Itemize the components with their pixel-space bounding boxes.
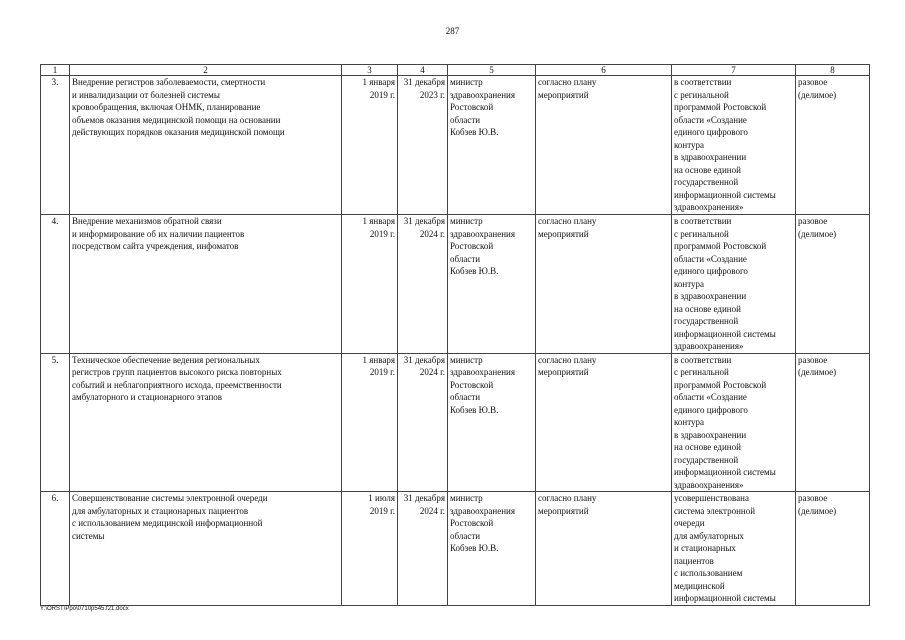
text-line: Техническое обеспечение ведения региональных <box>72 354 260 365</box>
text-line: разовое <box>798 216 828 226</box>
text-line: 2023 г. <box>419 89 445 100</box>
text-line: регистров групп пациентов высокого риска повторных <box>72 367 282 377</box>
text-line: и инвалидизации от болезней системы <box>72 89 220 100</box>
text-line: 2019 г. <box>369 228 395 239</box>
header-cell-2: 2 <box>70 65 342 76</box>
text-line: мероприятий <box>538 89 589 100</box>
text-line: информационной системы <box>674 593 776 603</box>
text-line: на основе единой <box>674 442 741 452</box>
text-line: Кобзев Ю.В. <box>450 127 499 137</box>
header-cell-6: 6 <box>536 65 672 76</box>
row-number: 3. <box>41 76 70 215</box>
start-date <box>342 353 398 492</box>
text-line: Кобзев Ю.В. <box>450 266 499 276</box>
text-line: единого цифрового <box>674 266 748 276</box>
text-line: (делимое) <box>798 505 837 516</box>
text-line: на основе единой <box>674 164 741 175</box>
text-line: программой Ростовской <box>674 102 767 112</box>
text-line: 2019 г. <box>369 505 395 516</box>
text-line: области <box>450 392 481 402</box>
row-number: 4. <box>41 215 70 354</box>
text-line: Кобзев Ю.В. <box>450 543 499 553</box>
text-line: здравоохранения» <box>674 202 744 212</box>
responsible-person <box>448 76 536 215</box>
text-line: согласно плану <box>538 216 597 226</box>
table-row <box>41 76 870 215</box>
text-line: медицинской <box>674 580 725 591</box>
header-cell-5: 5 <box>448 65 536 76</box>
text-line: 1 января <box>362 77 395 87</box>
text-line: 2019 г. <box>369 89 395 100</box>
text-line: программой Ростовской <box>674 379 767 390</box>
measure-description <box>70 353 342 492</box>
text-line: кровообращения, включая ОНМК, планирование <box>72 102 261 112</box>
text-line: (делимое) <box>798 228 837 239</box>
text-line: в соответствии <box>674 216 732 226</box>
row-number: 5. <box>41 353 70 492</box>
text-line: мероприятий <box>538 505 589 516</box>
text-line: с регинальной <box>674 89 729 100</box>
plan-table <box>40 64 870 606</box>
text-line: 1 января <box>362 354 395 365</box>
text-line: с использованием медицинской информационной <box>72 518 263 528</box>
start-date <box>342 215 398 354</box>
text-line: Ростовской <box>450 241 494 251</box>
text-line: контура <box>674 139 705 150</box>
text-line: 2019 г. <box>369 367 395 377</box>
text-line: министр <box>450 493 483 503</box>
text-line: система электронной <box>674 505 756 516</box>
text-line: 31 декабря <box>403 216 445 226</box>
measure-type <box>796 492 870 606</box>
text-line: министр <box>450 216 483 226</box>
text-line: очереди <box>674 518 705 528</box>
text-line: области <box>450 253 481 264</box>
text-line: и информирование об их наличии пациентов <box>72 228 245 239</box>
text-line: в здравоохранении <box>674 429 747 440</box>
text-line: здравоохранения» <box>674 341 744 351</box>
text-line: разовое <box>798 77 828 87</box>
text-line: разовое <box>798 493 828 503</box>
text-line: мероприятий <box>538 228 589 239</box>
header-cell-1: 1 <box>41 65 70 76</box>
table-row <box>41 215 870 354</box>
text-line: для амбулаторных <box>674 530 744 541</box>
plan-reference <box>536 76 672 215</box>
expected-result <box>672 353 796 492</box>
measure-description <box>70 76 342 215</box>
text-line: с регинальной <box>674 228 729 239</box>
text-line: 2024 г. <box>419 505 445 516</box>
text-line: здравоохранения <box>450 367 516 377</box>
expected-result <box>672 215 796 354</box>
table-row <box>41 353 870 492</box>
text-line: Ростовской <box>450 379 494 390</box>
text-line: государственной <box>674 177 739 187</box>
responsible-person <box>448 492 536 606</box>
text-line: и стационарных <box>674 543 736 553</box>
text-line: усовершенствована <box>674 493 749 503</box>
document-file-path: Y:\ORST\Ppo\0710p545.f21.docx <box>40 606 129 612</box>
text-line: 1 июля <box>368 493 395 503</box>
text-line: в соответствии <box>674 354 732 365</box>
row-number: 6. <box>41 492 70 606</box>
text-line: разовое <box>798 354 828 365</box>
text-line: в соответствии <box>674 77 732 87</box>
expected-result <box>672 492 796 606</box>
text-line: (делимое) <box>798 367 837 377</box>
text-line: здравоохранения <box>450 89 516 100</box>
text-line: посредством сайта учреждения, инфоматов <box>72 241 239 251</box>
text-line: здравоохранения <box>450 228 516 239</box>
header-cell-8: 8 <box>796 65 870 76</box>
text-line: пациентов <box>674 555 714 566</box>
end-date <box>398 353 448 492</box>
text-line: Кобзев Ю.В. <box>450 404 499 415</box>
header-row <box>41 65 870 76</box>
text-line: контура <box>674 278 705 289</box>
text-line: министр <box>450 77 483 87</box>
text-line: (делимое) <box>798 89 837 100</box>
text-line: здравоохранения» <box>674 479 744 490</box>
text-line: объемов оказания медицинской помощи на основании <box>72 114 281 125</box>
end-date <box>398 492 448 606</box>
text-line: государственной <box>674 454 739 465</box>
text-line: согласно плану <box>538 77 597 87</box>
text-line: области «Создание <box>674 392 747 402</box>
responsible-person <box>448 215 536 354</box>
measure-description <box>70 492 342 606</box>
text-line: событий и неблагоприятного исхода, преемственности <box>72 379 282 390</box>
text-line: министр <box>450 354 483 365</box>
text-line: 2024 г. <box>419 228 445 239</box>
text-line: здравоохранения <box>450 505 516 516</box>
responsible-person <box>448 353 536 492</box>
text-line: на основе единой <box>674 303 741 314</box>
text-line: 31 декабря <box>403 493 445 503</box>
text-line: Ростовской <box>450 102 494 112</box>
text-line: с использованием <box>674 568 743 578</box>
text-line: Внедрение регистров заболеваемости, смертности <box>72 77 266 87</box>
page-number: 287 <box>445 26 460 36</box>
text-line: 1 января <box>362 216 395 226</box>
plan-reference <box>536 353 672 492</box>
text-line: информационной системы <box>674 328 776 339</box>
text-line: с регинальной <box>674 367 729 377</box>
expected-result <box>672 76 796 215</box>
measure-type <box>796 215 870 354</box>
text-line: для амбулаторных и стационарных пациентов <box>72 505 249 516</box>
text-line: области <box>450 114 481 125</box>
table-row <box>41 492 870 606</box>
text-line: области <box>450 530 481 541</box>
measure-description <box>70 215 342 354</box>
text-line: контура <box>674 417 705 427</box>
text-line: в здравоохранении <box>674 152 747 162</box>
text-line: области «Создание <box>674 114 747 125</box>
text-line: Внедрение механизмов обратной связи <box>72 216 222 226</box>
text-line: 31 декабря <box>403 77 445 87</box>
end-date <box>398 215 448 354</box>
text-line: действующих порядков оказания медицинской помощи <box>72 127 285 137</box>
end-date <box>398 76 448 215</box>
text-line: программой Ростовской <box>674 241 767 251</box>
text-line: единого цифрового <box>674 127 748 137</box>
text-line: согласно плану <box>538 493 597 503</box>
start-date <box>342 76 398 215</box>
text-line: информационной системы <box>674 189 776 200</box>
text-line: согласно плану <box>538 354 597 365</box>
text-line: единого цифрового <box>674 404 748 415</box>
text-line: мероприятий <box>538 367 589 377</box>
text-line: области «Создание <box>674 253 747 264</box>
plan-reference <box>536 492 672 606</box>
header-cell-4: 4 <box>398 65 448 76</box>
text-line: информационной системы <box>674 467 776 477</box>
header-cell-3: 3 <box>342 65 398 76</box>
measure-type <box>796 76 870 215</box>
start-date <box>342 492 398 606</box>
text-line: в здравоохранении <box>674 291 747 301</box>
text-line: системы <box>72 530 105 541</box>
text-line: Совершенствование системы электронной очереди <box>72 493 268 503</box>
text-line: 31 декабря <box>403 354 445 365</box>
header-cell-7: 7 <box>672 65 796 76</box>
text-line: государственной <box>674 316 739 326</box>
text-line: амбулаторного и стационарного этапов <box>72 392 223 402</box>
measure-type <box>796 353 870 492</box>
plan-reference <box>536 215 672 354</box>
text-line: Ростовской <box>450 518 494 528</box>
text-line: 2024 г. <box>419 367 445 377</box>
